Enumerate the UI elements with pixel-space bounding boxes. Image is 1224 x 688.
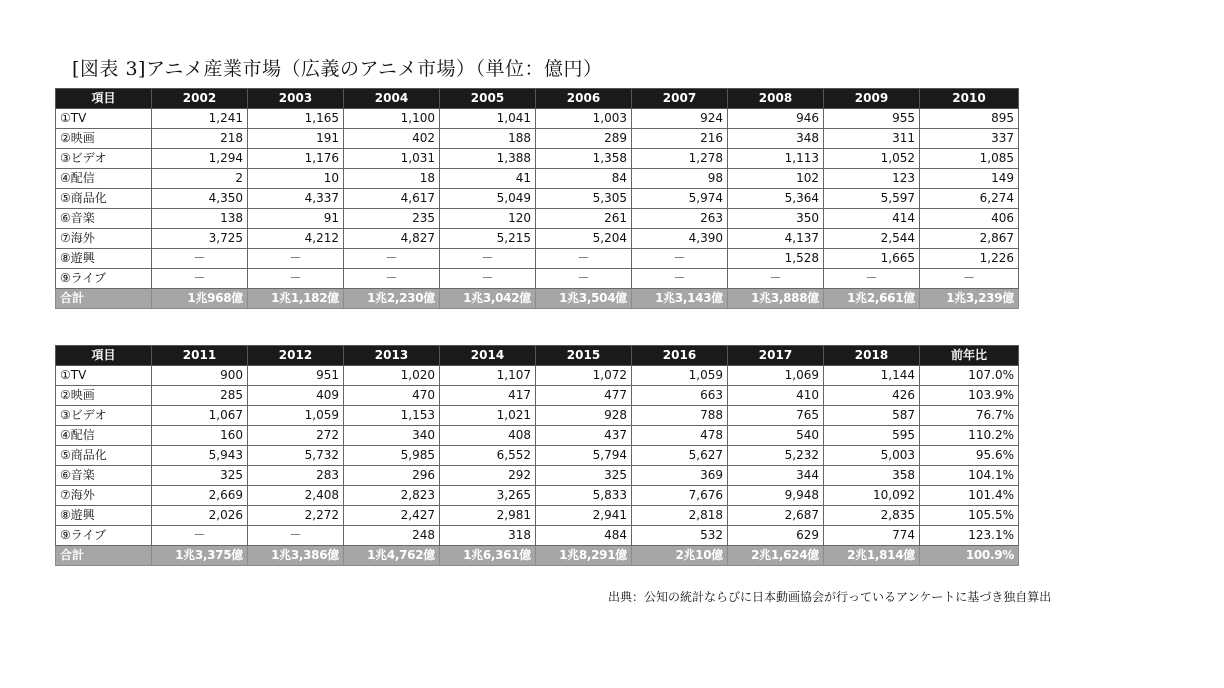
table-row — [56, 129, 1019, 149]
table-cell: 102 — [728, 169, 824, 189]
table-cell: 7,676 — [632, 486, 728, 506]
table-cell: 216 — [632, 129, 728, 149]
row-label: ⑦海外 — [56, 229, 152, 249]
table-cell: 100.9% — [920, 546, 1019, 566]
column-header: 2014 — [440, 346, 536, 366]
table-cell: 2 — [152, 169, 248, 189]
row-label: ⑧遊興 — [56, 506, 152, 526]
table-cell: － — [344, 269, 440, 289]
table-header-row — [56, 346, 1019, 366]
table-cell: 1,113 — [728, 149, 824, 169]
table-cell: 1,241 — [152, 109, 248, 129]
table-cell: 1,144 — [824, 366, 920, 386]
table-cell: 1,003 — [536, 109, 632, 129]
table-cell: 160 — [152, 426, 248, 446]
table-cell: 5,732 — [248, 446, 344, 466]
column-header-item: 項目 — [56, 89, 152, 109]
table-row — [56, 486, 1019, 506]
source-note: 出典：公知の統計ならびに日本動画協会が行っているアンケートに基づき独自算出 — [608, 590, 1052, 604]
column-header: 2010 — [920, 89, 1019, 109]
table-cell: 1,059 — [632, 366, 728, 386]
table-cell: 1,528 — [728, 249, 824, 269]
table-cell: 1兆3,239億 — [920, 289, 1019, 309]
row-label: ⑤商品化 — [56, 446, 152, 466]
table-cell: 5,364 — [728, 189, 824, 209]
row-label: ③ビデオ — [56, 406, 152, 426]
table-cell: 41 — [440, 169, 536, 189]
table-cell: 2,669 — [152, 486, 248, 506]
table-cell: 272 — [248, 426, 344, 446]
table-cell: 1,020 — [344, 366, 440, 386]
row-label: ①TV — [56, 109, 152, 129]
table-cell: 1兆3,888億 — [728, 289, 824, 309]
table-cell: 2,544 — [824, 229, 920, 249]
column-header: 2005 — [440, 89, 536, 109]
column-header: 2013 — [344, 346, 440, 366]
table-cell: － — [440, 249, 536, 269]
table-cell: 1兆4,762億 — [344, 546, 440, 566]
table-cell: 10 — [248, 169, 344, 189]
table-cell: 105.5% — [920, 506, 1019, 526]
table-cell: 788 — [632, 406, 728, 426]
table-cell: 91 — [248, 209, 344, 229]
table-cell: － — [248, 526, 344, 546]
table-cell: 5,985 — [344, 446, 440, 466]
table-cell: 1兆3,143億 — [632, 289, 728, 309]
table-cell: 296 — [344, 466, 440, 486]
table-cell: 188 — [440, 129, 536, 149]
column-header: 2018 — [824, 346, 920, 366]
column-header: 2017 — [728, 346, 824, 366]
table-cell: 348 — [728, 129, 824, 149]
column-header: 2012 — [248, 346, 344, 366]
column-header: 2002 — [152, 89, 248, 109]
column-header: 2008 — [728, 89, 824, 109]
table-cell: － — [248, 269, 344, 289]
table-cell: 1,072 — [536, 366, 632, 386]
table-row — [56, 149, 1019, 169]
table-cell: 629 — [728, 526, 824, 546]
table-cell: － — [632, 249, 728, 269]
table-cell: 263 — [632, 209, 728, 229]
table-row — [56, 406, 1019, 426]
table-cell: 1,107 — [440, 366, 536, 386]
table-row — [56, 366, 1019, 386]
row-label: ④配信 — [56, 426, 152, 446]
table-cell: － — [152, 249, 248, 269]
table-cell: 4,390 — [632, 229, 728, 249]
table-cell: 1兆2,230億 — [344, 289, 440, 309]
table-row — [56, 426, 1019, 446]
table-cell: 5,049 — [440, 189, 536, 209]
table-cell: 76.7% — [920, 406, 1019, 426]
table-cell: 311 — [824, 129, 920, 149]
table-cell: 1,278 — [632, 149, 728, 169]
table-cell: 1,069 — [728, 366, 824, 386]
table-cell: 2,941 — [536, 506, 632, 526]
table-header-row — [56, 89, 1019, 109]
row-label: ①TV — [56, 366, 152, 386]
table-cell: 2,981 — [440, 506, 536, 526]
table-cell: 261 — [536, 209, 632, 229]
table-cell: 426 — [824, 386, 920, 406]
table-cell: 1,052 — [824, 149, 920, 169]
table-cell: 895 — [920, 109, 1019, 129]
table-cell: 477 — [536, 386, 632, 406]
table-cell: 337 — [920, 129, 1019, 149]
table-cell: 4,337 — [248, 189, 344, 209]
row-label: 合計 — [56, 546, 152, 566]
row-label: ⑥音楽 — [56, 209, 152, 229]
table-cell: 5,215 — [440, 229, 536, 249]
table-cell: 5,597 — [824, 189, 920, 209]
table-cell: 595 — [824, 426, 920, 446]
table-cell: 1,176 — [248, 149, 344, 169]
table-cell: － — [824, 269, 920, 289]
column-header: 前年比 — [920, 346, 1019, 366]
table-cell: 120 — [440, 209, 536, 229]
table-cell: 3,725 — [152, 229, 248, 249]
table-cell: 2,835 — [824, 506, 920, 526]
table-cell: 1,226 — [920, 249, 1019, 269]
table-cell: 235 — [344, 209, 440, 229]
table-cell: － — [632, 269, 728, 289]
table-cell: 4,827 — [344, 229, 440, 249]
table-cell: 5,003 — [824, 446, 920, 466]
table-cell: 414 — [824, 209, 920, 229]
table-cell: 218 — [152, 129, 248, 149]
row-label: ⑥音楽 — [56, 466, 152, 486]
column-header: 2007 — [632, 89, 728, 109]
table-cell: 408 — [440, 426, 536, 446]
table-cell: 1,041 — [440, 109, 536, 129]
table-cell: 1兆3,042億 — [440, 289, 536, 309]
row-label: ⑦海外 — [56, 486, 152, 506]
table-cell: 1兆3,375億 — [152, 546, 248, 566]
column-header: 2003 — [248, 89, 344, 109]
table-row — [56, 446, 1019, 466]
column-header: 2004 — [344, 89, 440, 109]
table-cell: 101.4% — [920, 486, 1019, 506]
row-label: ⑨ライブ — [56, 526, 152, 546]
table-cell: 1,165 — [248, 109, 344, 129]
table-cell: 5,943 — [152, 446, 248, 466]
table-cell: 437 — [536, 426, 632, 446]
table-cell: 2兆1,814億 — [824, 546, 920, 566]
table-cell: － — [536, 269, 632, 289]
row-label: ④配信 — [56, 169, 152, 189]
table-cell: 663 — [632, 386, 728, 406]
column-header: 2015 — [536, 346, 632, 366]
table-cell: 532 — [632, 526, 728, 546]
table-cell: 587 — [824, 406, 920, 426]
table-cell: 1,294 — [152, 149, 248, 169]
table-cell: 410 — [728, 386, 824, 406]
table-row — [56, 109, 1019, 129]
table-cell: 149 — [920, 169, 1019, 189]
table-cell: 924 — [632, 109, 728, 129]
table-cell: 406 — [920, 209, 1019, 229]
table-cell: － — [152, 269, 248, 289]
table-cell: － — [440, 269, 536, 289]
table-cell: 325 — [152, 466, 248, 486]
table-cell: 123 — [824, 169, 920, 189]
table-cell: － — [248, 249, 344, 269]
table-cell: 2,687 — [728, 506, 824, 526]
table-cell: 1兆1,182億 — [248, 289, 344, 309]
table-cell: 283 — [248, 466, 344, 486]
table-cell: 900 — [152, 366, 248, 386]
table-cell: 340 — [344, 426, 440, 446]
table-cell: 4,137 — [728, 229, 824, 249]
table-cell: 478 — [632, 426, 728, 446]
table-cell: 5,232 — [728, 446, 824, 466]
table-cell: 1,031 — [344, 149, 440, 169]
table-cell: 774 — [824, 526, 920, 546]
table-cell: 292 — [440, 466, 536, 486]
table-cell: 5,794 — [536, 446, 632, 466]
table-cell: 344 — [728, 466, 824, 486]
row-label: ②映画 — [56, 129, 152, 149]
row-label: ⑧遊興 — [56, 249, 152, 269]
table-cell: － — [728, 269, 824, 289]
table-row — [56, 209, 1019, 229]
table-row — [56, 526, 1019, 546]
table-cell: 95.6% — [920, 446, 1019, 466]
row-label: ③ビデオ — [56, 149, 152, 169]
table-cell: 951 — [248, 366, 344, 386]
table-row — [56, 229, 1019, 249]
table-cell: 1兆2,661億 — [824, 289, 920, 309]
table-cell: 6,552 — [440, 446, 536, 466]
table-cell: 318 — [440, 526, 536, 546]
table-cell: 1,100 — [344, 109, 440, 129]
table-cell: 2,427 — [344, 506, 440, 526]
row-label: 合計 — [56, 289, 152, 309]
row-label: ②映画 — [56, 386, 152, 406]
table-cell: 5,305 — [536, 189, 632, 209]
table-cell: 5,627 — [632, 446, 728, 466]
table-cell: 946 — [728, 109, 824, 129]
table-cell: 765 — [728, 406, 824, 426]
table-cell: 470 — [344, 386, 440, 406]
table-cell: － — [920, 269, 1019, 289]
table-cell: 6,274 — [920, 189, 1019, 209]
table-cell: 103.9% — [920, 386, 1019, 406]
table-cell: 1,021 — [440, 406, 536, 426]
table-cell: 4,617 — [344, 189, 440, 209]
table-cell: 2兆1,624億 — [728, 546, 824, 566]
table-cell: 2,823 — [344, 486, 440, 506]
table-cell: 1,358 — [536, 149, 632, 169]
table-cell: 2,867 — [920, 229, 1019, 249]
table-cell: 1兆8,291億 — [536, 546, 632, 566]
table-row — [56, 169, 1019, 189]
table-cell: 248 — [344, 526, 440, 546]
table-cell: － — [344, 249, 440, 269]
table-cell: 138 — [152, 209, 248, 229]
table-cell: 285 — [152, 386, 248, 406]
table-cell: － — [536, 249, 632, 269]
table-cell: 107.0% — [920, 366, 1019, 386]
table-cell: 98 — [632, 169, 728, 189]
total-row — [56, 546, 1019, 566]
table-cell: 1兆6,361億 — [440, 546, 536, 566]
table-cell: 350 — [728, 209, 824, 229]
table-cell: 1,153 — [344, 406, 440, 426]
table-cell: 5,974 — [632, 189, 728, 209]
table-row — [56, 189, 1019, 209]
table-cell: 10,092 — [824, 486, 920, 506]
row-label: ⑨ライブ — [56, 269, 152, 289]
table-cell: 1兆3,386億 — [248, 546, 344, 566]
table-cell: 289 — [536, 129, 632, 149]
table-cell: 1,665 — [824, 249, 920, 269]
table-cell: 104.1% — [920, 466, 1019, 486]
table-cell: － — [152, 526, 248, 546]
table-cell: 2兆10億 — [632, 546, 728, 566]
total-row — [56, 289, 1019, 309]
table-cell: 2,026 — [152, 506, 248, 526]
table-cell: 123.1% — [920, 526, 1019, 546]
column-header: 2006 — [536, 89, 632, 109]
table-cell: 5,833 — [536, 486, 632, 506]
table-cell: 417 — [440, 386, 536, 406]
table-row — [56, 506, 1019, 526]
table-cell: 110.2% — [920, 426, 1019, 446]
table-cell: 540 — [728, 426, 824, 446]
table-cell: 9,948 — [728, 486, 824, 506]
table-cell: 1,388 — [440, 149, 536, 169]
table-cell: 358 — [824, 466, 920, 486]
column-header: 2016 — [632, 346, 728, 366]
document-title: [図表 3]アニメ産業市場（広義のアニメ市場）（単位：億円） — [72, 58, 603, 80]
table-row — [56, 269, 1019, 289]
column-header-item: 項目 — [56, 346, 152, 366]
column-header: 2011 — [152, 346, 248, 366]
market-table-2002-2010 — [55, 88, 1019, 309]
column-header: 2009 — [824, 89, 920, 109]
table-cell: 2,272 — [248, 506, 344, 526]
table-cell: 4,350 — [152, 189, 248, 209]
table-cell: 402 — [344, 129, 440, 149]
market-table-2011-2018 — [55, 345, 1019, 566]
table-cell: 2,818 — [632, 506, 728, 526]
table-cell: 84 — [536, 169, 632, 189]
table-cell: 2,408 — [248, 486, 344, 506]
table-cell: 955 — [824, 109, 920, 129]
table-cell: 409 — [248, 386, 344, 406]
table-cell: 484 — [536, 526, 632, 546]
table-cell: 928 — [536, 406, 632, 426]
table-cell: 4,212 — [248, 229, 344, 249]
table-cell: 369 — [632, 466, 728, 486]
table-cell: 1兆3,504億 — [536, 289, 632, 309]
table-cell: 3,265 — [440, 486, 536, 506]
table-cell: 1,067 — [152, 406, 248, 426]
table-cell: 5,204 — [536, 229, 632, 249]
table-cell: 1,085 — [920, 149, 1019, 169]
table-cell: 191 — [248, 129, 344, 149]
table-row — [56, 249, 1019, 269]
table-cell: 1,059 — [248, 406, 344, 426]
table-cell: 325 — [536, 466, 632, 486]
table-cell: 1兆968億 — [152, 289, 248, 309]
table-row — [56, 386, 1019, 406]
table-row — [56, 466, 1019, 486]
row-label: ⑤商品化 — [56, 189, 152, 209]
table-cell: 18 — [344, 169, 440, 189]
